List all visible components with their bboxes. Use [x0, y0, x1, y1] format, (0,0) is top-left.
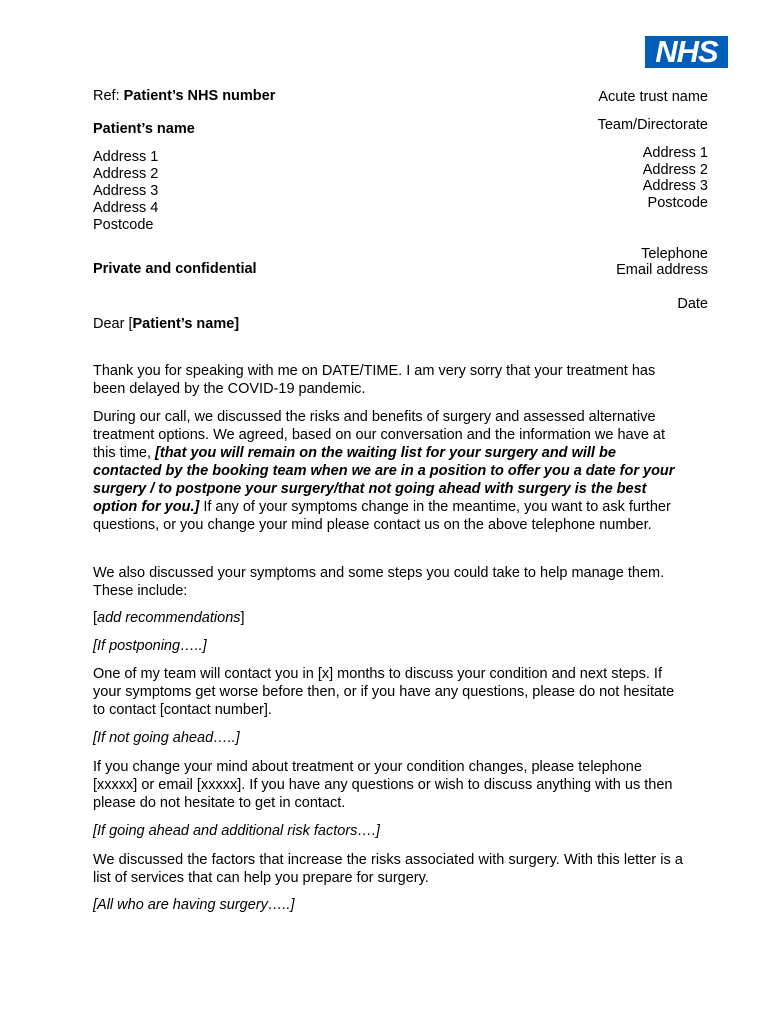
paragraph-text: One of my team will contact you in [x] months to discuss your condition and next steps. If your symptoms get worse before then, or if you have any questions, please do not hesitate to contact [contact number].: [93, 666, 675, 718]
recommendations-placeholder: add recommendations: [97, 610, 241, 626]
paragraph-text: Thank you for speaking with me on DATE/TIME. I am very sorry that your treatment has been delayed by the COVID-19 pandemic.: [93, 363, 656, 397]
patient-address: [93, 149, 158, 234]
ref-line: [93, 88, 275, 105]
bracket-close: ]: [240, 610, 245, 626]
patient-postcode: Postcode: [93, 217, 154, 233]
letter-date: Date: [677, 296, 708, 312]
team-directorate: Team/Directorate: [597, 117, 708, 133]
paragraph-recommendations: [93, 609, 683, 627]
paragraph-symptoms: [93, 564, 683, 600]
paragraph-text: If you change your mind about treatment or your condition changes, please telephone [xxxxx] or email [xxxxx]. If you have any questions or wish to discuss anything with us then please do not hesitate to get in contact.: [93, 759, 673, 811]
patient-address-line: Address 2: [93, 166, 159, 182]
trust-name: Acute trust name: [598, 89, 708, 105]
patient-address-line: Address 4: [93, 200, 159, 216]
sender-telephone: Telephone: [641, 246, 708, 262]
sender-address: [643, 145, 708, 211]
paragraph-risk-factors: [93, 851, 683, 887]
paragraph-text: [93, 609, 683, 627]
paragraph-postponing: [93, 665, 683, 719]
ref-value: Patient’s NHS number: [123, 88, 276, 104]
paragraph-text: [93, 408, 683, 534]
salutation-name: Patient’s name]: [132, 316, 240, 332]
discussion-options: [that you will remain on the waiting list for your surgery and will be contacted by the booking team when we are in a position to offer you a date for your surgery / to postpone your surgery/that not going ahead with surgery is the best option for you.]: [93, 445, 675, 515]
nhs-logo: NHS: [645, 36, 728, 68]
heading-if-going-ahead-risk: [If going ahead and additional risk factors….]: [93, 823, 380, 839]
heading-if-not-going-ahead: [If not going ahead…..]: [93, 730, 240, 746]
bracket-open: [: [93, 610, 98, 626]
salutation: [93, 316, 239, 333]
paragraph-intro: [93, 362, 683, 398]
heading-all-having-surgery: [All who are having surgery…..]: [93, 897, 295, 913]
paragraph-not-going-ahead: [93, 758, 683, 812]
ref-label: Ref:: [93, 88, 124, 104]
sender-address-line: Address 3: [642, 178, 708, 195]
heading-if-postponing: [If postponing…..]: [93, 638, 207, 654]
patient-address-line: Address 3: [93, 183, 159, 199]
sender-postcode: Postcode: [647, 194, 708, 211]
discussion-start: During our call, we discussed the risks and benefits of surgery and assessed alternative treatment options. We agreed, based on our conversation and the information we have at this time,: [93, 409, 666, 461]
paragraph-text: We also discussed your symptoms and some steps you could take to help manage them. These include:: [93, 565, 665, 599]
salutation-dear: Dear [: [93, 316, 133, 332]
patient-address-line: Address 1: [93, 149, 159, 165]
paragraph-text: We discussed the factors that increase the risks associated with surgery. With this letter is a list of services that can help you prepare for surgery.: [93, 852, 683, 886]
sender-address-line: Address 1: [642, 145, 708, 161]
paragraph-discussion: [93, 408, 683, 534]
confidential-label: Private and confidential: [93, 261, 257, 277]
sender-email: Email address: [616, 262, 708, 278]
discussion-end: If any of your symptoms change in the meantime, you want to ask further questions, or you change your mind please contact us on the above telephone number.: [93, 499, 671, 533]
patient-name: Patient’s name: [93, 121, 195, 137]
sender-address-line: Address 2: [642, 161, 708, 178]
